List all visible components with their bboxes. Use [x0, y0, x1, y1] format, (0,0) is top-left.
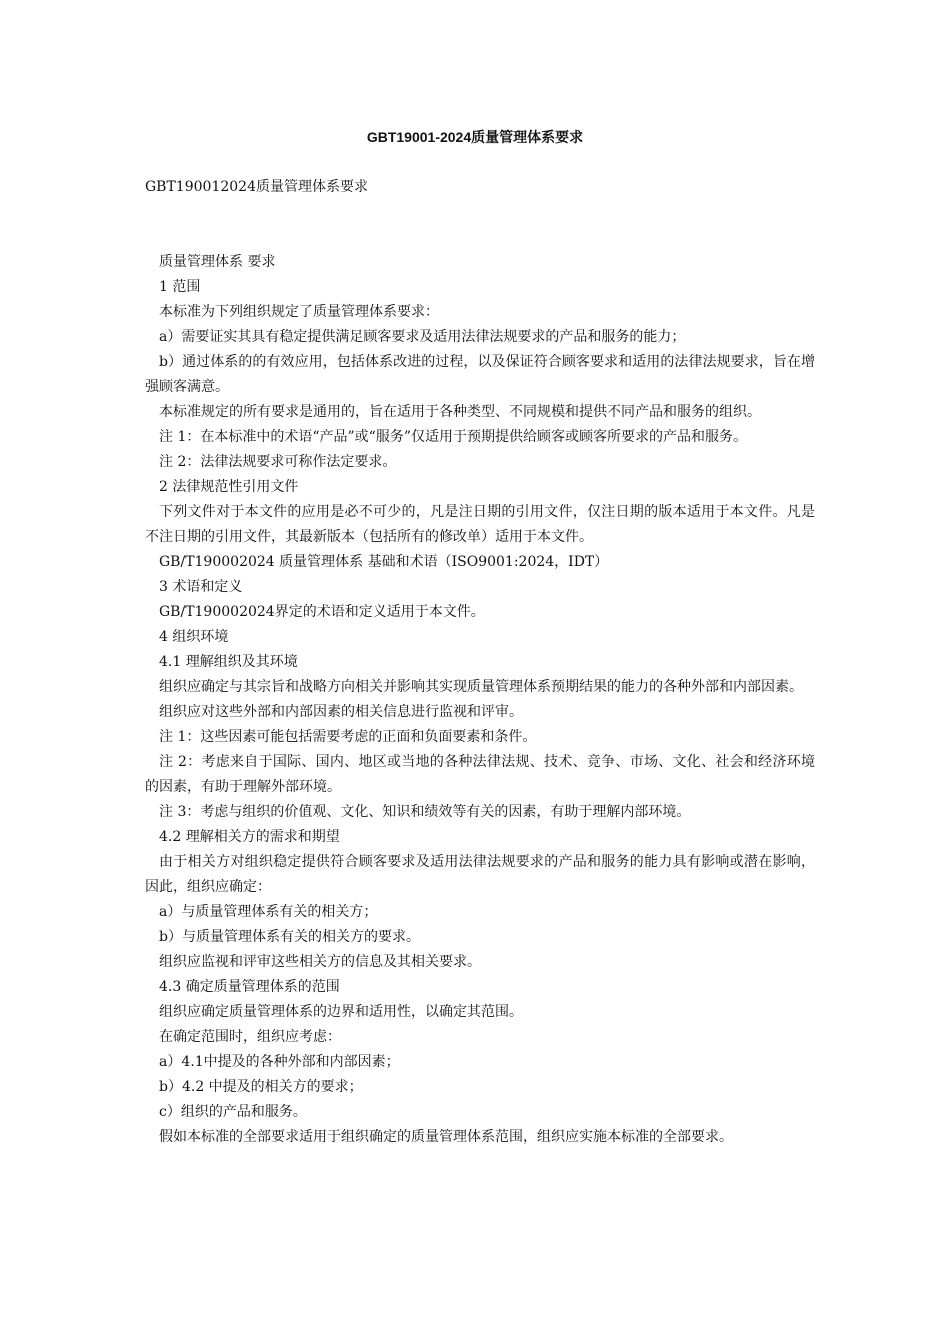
- heading-subsection-4-2: 4.2 理解相关方的需求和期望: [159, 829, 340, 845]
- paragraph: 组织应对这些外部和内部因素的相关信息进行监视和评审。: [159, 704, 523, 720]
- list-item: a）需要证实其具有稳定提供满足顾客要求及适用法律法规要求的产品和服务的能力；: [159, 329, 686, 345]
- heading-subsection-4-1: 4.1 理解组织及其环境: [159, 654, 298, 670]
- paragraph: 本标准为下列组织规定了质量管理体系要求：: [159, 304, 439, 320]
- paragraph: 组织应监视和评审这些相关方的信息及其相关要求。: [159, 954, 481, 970]
- paragraph: 由于相关方对组织稳定提供符合顾客要求及适用法律法规要求的产品和服务的能力具有影响或潜在影响，因此，组织应确定：: [145, 854, 815, 895]
- list-item: c）组织的产品和服务。: [159, 1104, 307, 1120]
- paragraph: 下列文件对于本文件的应用是必不可少的，凡是注日期的引用文件，仅注日期的版本适用于本文件。凡是不注日期的引用文件，其最新版本（包括所有的修改单）适用于本文件。: [145, 504, 815, 545]
- paragraph: 本标准规定的所有要求是通用的，旨在适用于各种类型、不同规模和提供不同产品和服务的组织。: [159, 404, 761, 420]
- list-item: b）4.2 中提及的相关方的要求；: [159, 1079, 363, 1095]
- note: 注 3：考虑与组织的价值观、文化、知识和绩效等有关的因素，有助于理解内部环境。: [159, 804, 691, 820]
- paragraph: GB/T190002024界定的术语和定义适用于本文件。: [159, 604, 485, 620]
- list-item: a）与质量管理体系有关的相关方；: [159, 904, 378, 920]
- paragraph: 假如本标准的全部要求适用于组织确定的质量管理体系范围，组织应实施本标准的全部要求。: [159, 1129, 733, 1145]
- note: 注 1：这些因素可能包括需要考虑的正面和负面要素和条件。: [159, 729, 537, 745]
- heading-standard-name: 质量管理体系 要求: [159, 254, 276, 270]
- paragraph: 在确定范围时，组织应考虑：: [159, 1029, 341, 1045]
- list-item: b）通过体系的的有效应用，包括体系改进的过程，以及保证符合顾客要求和适用的法律法规要求，旨在增强顾客满意。: [145, 354, 815, 395]
- document-title: GBT19001-2024质量管理体系要求: [366, 129, 584, 145]
- heading-section-2: 2 法律规范性引用文件: [159, 479, 299, 495]
- heading-section-4: 4 组织环境: [159, 629, 229, 645]
- heading-section-3: 3 术语和定义: [159, 579, 243, 595]
- note: 注 2：法律法规要求可称作法定要求。: [159, 454, 397, 470]
- note: 注 2：考虑来自于国际、国内、地区或当地的各种法律法规、技术、竞争、市场、文化、社会和经济环境的因素，有助于理解外部环境。: [145, 754, 815, 795]
- heading-subsection-4-3: 4.3 确定质量管理体系的范围: [159, 979, 340, 995]
- list-item: a）4.1中提及的各种外部和内部因素；: [159, 1054, 400, 1070]
- document-body: [145, 250, 815, 1150]
- paragraph: 组织应确定与其宗旨和战略方向相关并影响其实现质量管理体系预期结果的能力的各种外部和内部因素。: [159, 679, 803, 695]
- note: 注 1：在本标准中的术语“产品”或“服务”仅适用于预期提供给顾客或顾客所要求的产品和服务。: [159, 429, 747, 445]
- reference-item: GB/T190002024 质量管理体系 基础和术语（ISO9001:2024，IDT）: [159, 554, 609, 570]
- document-subtitle: GBT190012024质量管理体系要求: [145, 179, 368, 195]
- heading-section-1: 1 范围: [159, 279, 201, 295]
- paragraph: 组织应确定质量管理体系的边界和适用性，以确定其范围。: [159, 1004, 523, 1020]
- list-item: b）与质量管理体系有关的相关方的要求。: [159, 929, 420, 945]
